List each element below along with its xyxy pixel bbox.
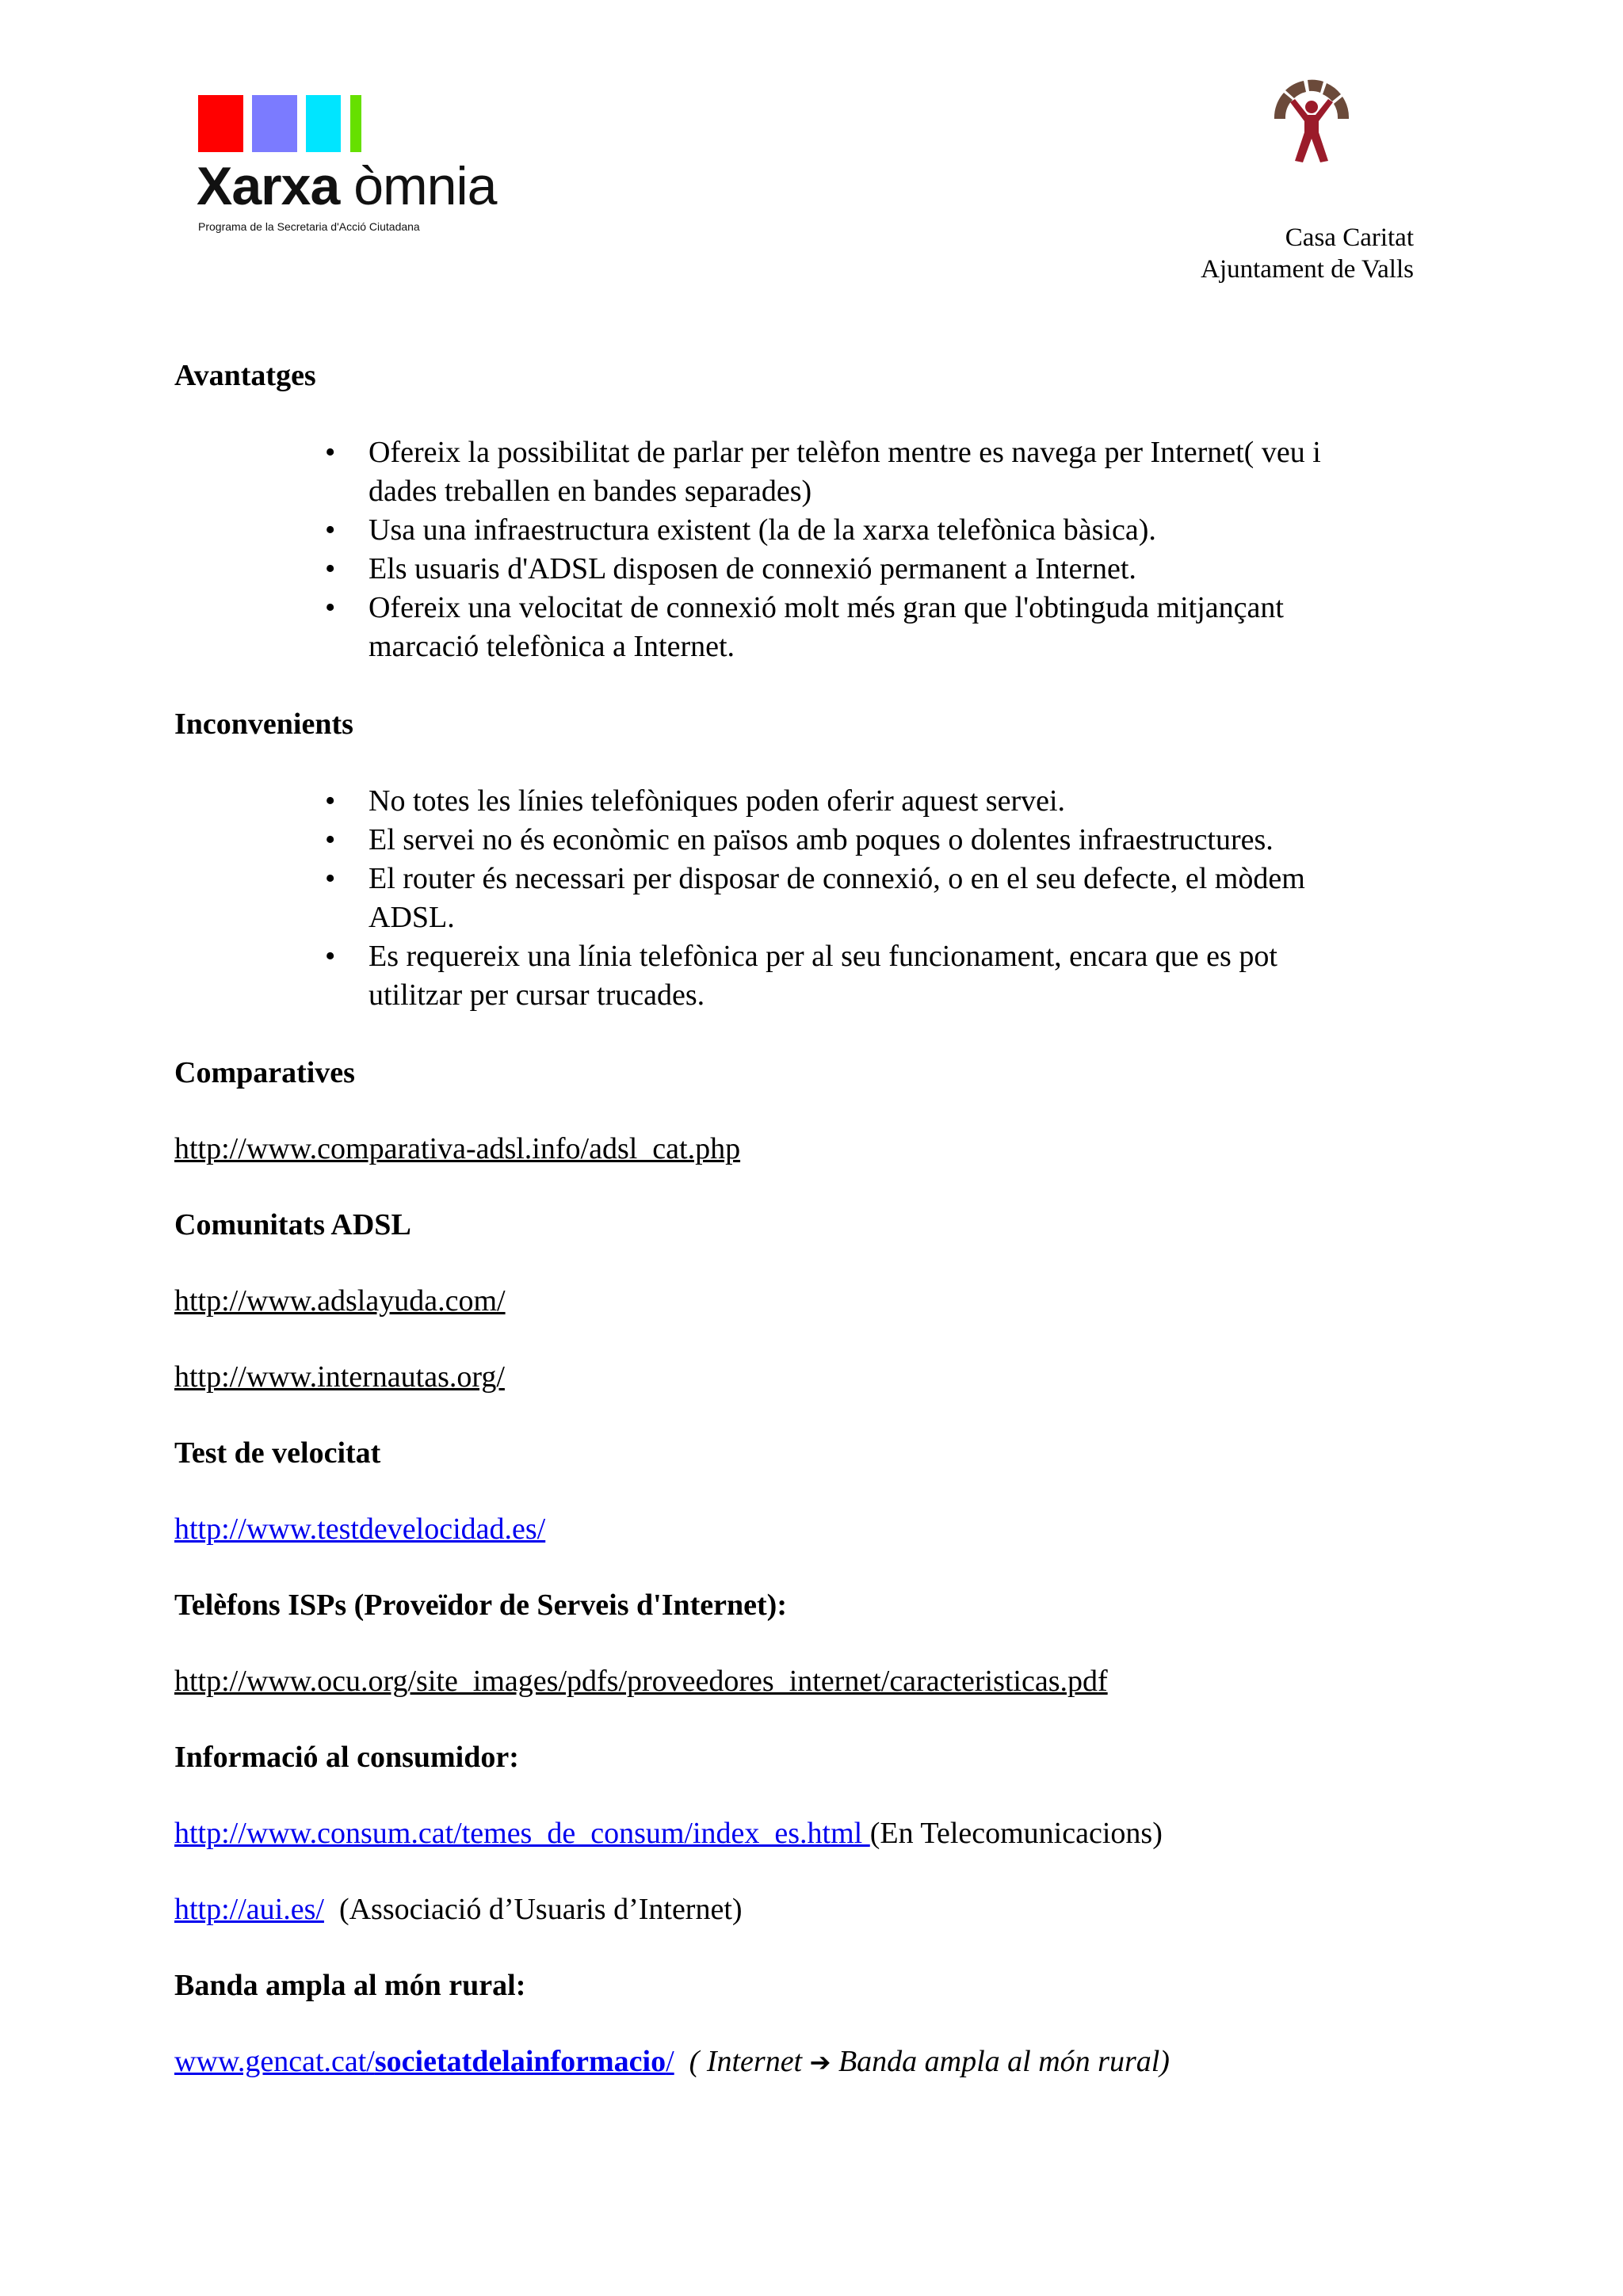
list-item: • Usa una infraestructura existent (la de la xarxa telefònica bàsica).	[369, 511, 1419, 550]
link-gencat-suffix: /	[666, 2045, 674, 2078]
logo-bar-violet	[252, 95, 297, 152]
org-line-ajuntament: Ajuntament de Valls	[1201, 255, 1414, 284]
list-item: • El servei no és econòmic en països amb poques o dolentes infraestructures.	[369, 821, 1419, 860]
list-item: • Es requereix una línia telefònica per al seu funcionament, encara que es pot utilitzar per cursar trucades.	[369, 937, 1419, 1015]
note-banda-ampla: ( Internet ➔ Banda ampla al món rural)	[689, 2045, 1170, 2078]
logo-tagline: Programa de la Secretaria d'Acció Ciutadana	[198, 220, 420, 233]
bullet-icon: •	[325, 513, 336, 547]
xarxa-omnia-logo	[197, 95, 531, 233]
link-adslayuda[interactable]: http://www.adslayuda.com/	[174, 1284, 506, 1318]
heading-informacio-consumidor: Informació al consumidor:	[174, 1741, 519, 1774]
logo-bar-green	[350, 95, 361, 152]
heading-banda-ampla-rural: Banda ampla al món rural:	[174, 1969, 526, 2002]
list-item: • Ofereix una velocitat de connexió molt més gran que l'obtinguda mitjançant marcació telefònica a Internet.	[369, 589, 1419, 666]
bullet-icon: •	[325, 552, 336, 585]
org-line-casa-caritat: Casa Caritat	[1285, 223, 1414, 252]
logo-wordmark-light: òmnia	[353, 156, 497, 216]
note-associacio-usuaris: (Associació d’Usuaris d’Internet)	[338, 1893, 743, 1926]
bullet-icon: •	[325, 862, 336, 895]
bullet-icon: •	[325, 823, 336, 856]
link-gencat-societat[interactable]	[174, 2045, 674, 2078]
heading-test-velocitat: Test de velocitat	[174, 1436, 381, 1470]
note-telecomunicacions: (En Telecomunicacions)	[869, 1817, 1163, 1850]
bullet-icon: •	[325, 940, 336, 973]
link-aui[interactable]: http://aui.es/	[174, 1893, 324, 1926]
logo-bar-red	[198, 95, 243, 152]
link-ocu-proveedores[interactable]: http://www.ocu.org/site_images/pdfs/proveedores_internet/caracteristicas.pdf	[174, 1665, 1108, 1698]
heading-telefons-isps: Telèfons ISPs (Proveïdor de Serveis d'Internet):	[174, 1589, 787, 1622]
logo-color-bars	[198, 95, 376, 152]
logo-wordmark	[197, 151, 496, 222]
document-body	[174, 357, 1419, 2081]
logo-wordmark-bold: Xarxa	[197, 156, 340, 216]
list-item: • Els usuaris d'ADSL disposen de connexió permanent a Internet.	[369, 550, 1419, 589]
link-gencat-bold: societatdelainformacio	[374, 2045, 666, 2078]
link-gencat-prefix: www.gencat.cat/	[174, 2045, 375, 2078]
heading-avantatges: Avantatges	[174, 359, 316, 392]
link-internautas[interactable]: http://www.internautas.org/	[174, 1360, 505, 1394]
bullet-icon: •	[325, 784, 336, 818]
heading-comparatives: Comparatives	[174, 1056, 355, 1089]
list-item: • Ofereix la possibilitat de parlar per telèfon mentre es navega per Internet( veu i dades treballen en bandes separades)	[369, 433, 1419, 511]
list-inconvenients	[174, 782, 1419, 1015]
casa-caritat-emblem-icon	[1268, 75, 1355, 166]
list-item: • El router és necessari per disposar de connexió, o en el seu defecte, el mòdem ADSL.	[369, 860, 1419, 937]
logo-bar-cyan	[306, 95, 341, 152]
heading-inconvenients: Inconvenients	[174, 707, 353, 741]
link-testdevelocidad[interactable]: http://www.testdevelocidad.es/	[174, 1512, 546, 1546]
arrow-right-icon: ➔	[809, 2047, 831, 2077]
header-organization	[1201, 222, 1414, 285]
bullet-icon: •	[325, 591, 336, 624]
link-consum-cat[interactable]: http://www.consum.cat/temes_de_consum/index_es.html	[174, 1817, 870, 1850]
list-item: • No totes les línies telefòniques poden oferir aquest servei.	[369, 782, 1419, 821]
heading-comunitats-adsl: Comunitats ADSL	[174, 1208, 411, 1241]
list-avantatges	[174, 433, 1419, 666]
bullet-icon: •	[325, 436, 336, 469]
link-comparativa-adsl[interactable]: http://www.comparativa-adsl.info/adsl_cat.php	[174, 1132, 741, 1165]
